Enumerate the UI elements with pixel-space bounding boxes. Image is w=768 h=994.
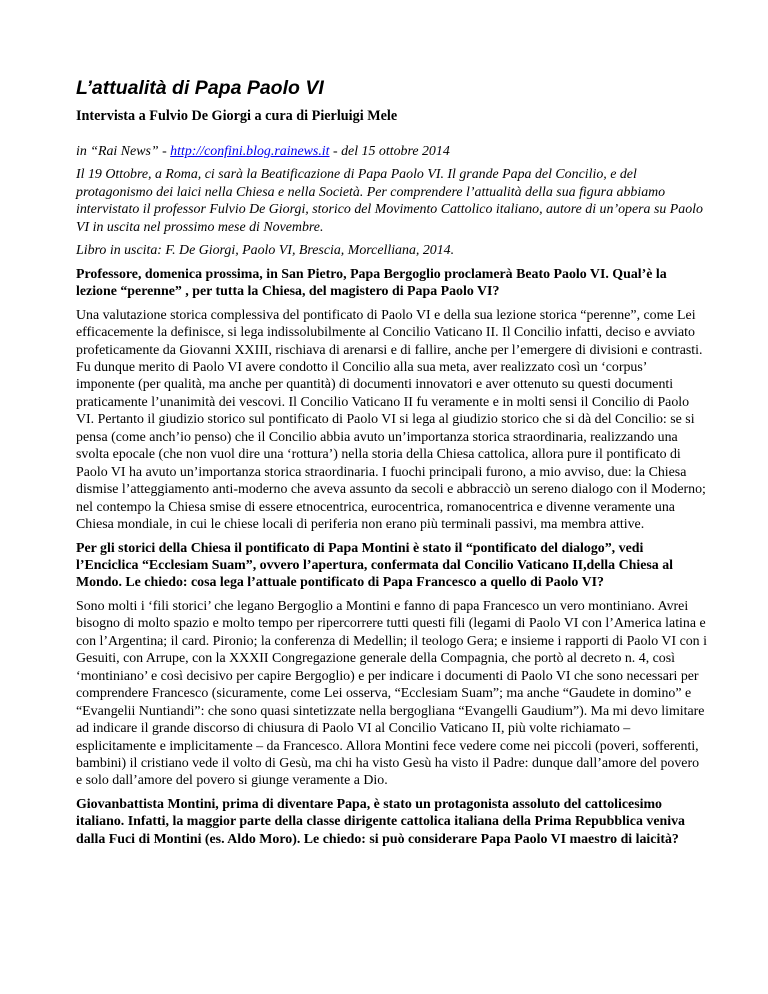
source-suffix: - del 15 ottobre 2014: [329, 144, 450, 159]
source-line: [76, 143, 708, 160]
question-2: Per gli storici della Chiesa il pontificato di Papa Montini è stato il “pontificato del dialogo”, vedi l’Enciclica “Ecclesiam Suam”, ovvero l’apertura, confermata dal Concilio Vaticano II,della Chiesa al Mondo. Le chiedo: cosa lega l’attuale pontificato di Papa Francesco a quello di Paolo VI?: [76, 540, 673, 591]
source-link[interactable]: http://confini.blog.rainews.it: [170, 144, 330, 159]
question-3: Giovanbattista Montini, prima di diventare Papa, è stato un protagonista assoluto del cattolicesimo italiano. Infatti, la maggior parte della classe dirigente cattolica italiana della Prima Repubblica veniva dalla Fuci di Montini (es. Aldo Moro). Le chiedo: si può considerare Papa Paolo VI maestro di laicità?: [76, 796, 685, 847]
answer-1: Una valutazione storica complessiva del pontificato di Paolo VI e della sua lezione storica “perenne”, come Lei efficacemente la definisce, si lega indissolubilmente al Concilio Vaticano II. Il Concilio infatti, deciso e avviato profeticamente da Giovanni XXIII, rischiava di arenarsi e di fallire, anche per l’emergere di divisioni e contrasti. Fu dunque merito di Paolo VI avere condotto il Concilio alla sua meta, aver realizzato così un ‘corpus’ imponente (per qualità, ma anche per quantità) di documenti innovatori e aver ottenuto su questi documenti praticamente l’unanimità dei vescovi. Il Concilio Vaticano II fu veramente e in molti sensi il Concilio di Paolo VI. Pertanto il giudizio storico sul pontificato di Paolo VI si lega al giudizio storico che si dà del Concilio: se si pensa (come anch’io penso) che il Concilio abbia avuto un’importanza storica straordinaria, realizzando una svolta epocale (che non vuol dire una ‘rottura’) nella storia della Chiesa cattolica, allora pure il pontificato di Paolo VI ha avuto un’importanza storica straordinaria. I fuochi principali furono, a mio avviso, due: la Chiesa dismise l’atteggiamento anti-moderno che aveva assunto da secoli e abbracciò un sereno dialogo con il Moderno; nel contempo la Chiesa smise di essere etnocentrica, eurocentrica, romanocentrica e divenne veramente una Chiesa mondiale, in cui le chiese locali di periferia non erano più terminali passivi, ma membra attive.: [76, 307, 706, 533]
book-note: Libro in uscita: F. De Giorgi, Paolo VI, Brescia, Morcelliana, 2014.: [76, 243, 455, 259]
intro-paragraph: Il 19 Ottobre, a Roma, ci sarà la Beatificazione di Papa Paolo VI. Il grande Papa del Concilio, e del protagonismo dei laici nella Chiesa e nella Società. Per comprendere l’attualità della sua figura abbiamo intervistato il professor Fulvio De Giorgi, storico del Movimento Cattolico italiano, autore di un’opera su Paolo VI in uscita nel prossimo mese di Novembre.: [76, 167, 703, 235]
question-1: Professore, domenica prossima, in San Pietro, Papa Bergoglio proclamerà Beato Paolo VI. Qual’è la lezione “perenne” , per tutta la Chiesa, del magistero di Papa Paolo VI?: [76, 266, 667, 300]
source-prefix: in “Rai News” -: [76, 144, 171, 159]
article-title: L’attualità di Papa Paolo VI: [76, 77, 324, 99]
answer-2: Sono molti i ‘fili storici’ che legano Bergoglio a Montini e fanno di papa Francesco un vero montiniano. Avrei bisogno di molto spazio e molto tempo per ripercorrere tutti questi fili (legami di Paolo VI con l’America latina e con l’Argentina; il card. Pironio; la conferenza di Medellin; il teologo Gera; e insieme i rapporti di Paolo VI con i Gesuiti, con Arrupe, con la XXXII Congregazione generale della Compagnia, che portò al decreto n. 4, così ‘montiniano’ e così decisivo per capire Bergoglio) e per indicare i documenti di Paolo VI che sono necessari per comprendere Francesco (sicuramente, come Lei osserva, “Ecclesiam Suam”; ma anche “Gaudete in domino” e “Evangelii Nuntiandi”: che sono quasi sintetizzate nella bergogliana “Evangelli Gaudium”). Ma mi devo limitare ad indicare il grande discorso di chiusura di Paolo VI al Concilio Vaticano II, più volte richiamato – esplicitamente e implicitamente – da Francesco. Allora Montini fece vedere come nei piccoli (poveri, sofferenti, bambini) il cristiano vede il volto di Gesù, ma chi ha visto Gesù ha visto il Padre: dunque dall’amore del povero e solo dall’amore del povero si giunge veramente a Dio.: [76, 598, 707, 789]
article-subtitle: Intervista a Fulvio De Giorgi a cura di Pierluigi Mele: [76, 108, 398, 124]
